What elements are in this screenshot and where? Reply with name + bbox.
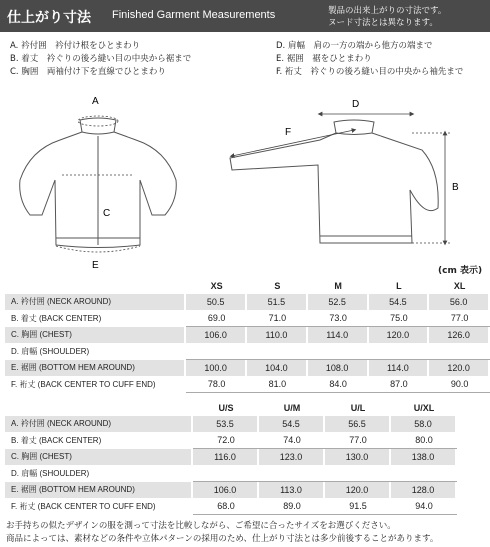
- cell: 128.0: [391, 482, 457, 498]
- unit-label: (cm 表示): [438, 266, 483, 276]
- cell: 77.0: [429, 310, 490, 327]
- page-title: 仕上がり寸法: [7, 10, 91, 26]
- size-header: L: [396, 281, 402, 291]
- row-label: B. 着丈 (BACK CENTER): [11, 435, 102, 445]
- cell: 106.0: [186, 327, 247, 343]
- cell: 120.0: [429, 360, 490, 376]
- table-row: [5, 360, 490, 376]
- cell: 72.0: [193, 432, 259, 449]
- row-label: A. 衿付囲 (NECK AROUND): [5, 294, 186, 310]
- size-header: U/M: [283, 403, 301, 413]
- cell: 108.0: [308, 360, 369, 376]
- cell: [193, 465, 259, 482]
- cell: 69.0: [186, 310, 247, 327]
- cell: 81.0: [247, 376, 308, 393]
- diagram-label-e: E: [92, 260, 99, 268]
- cell: 138.0: [391, 449, 457, 465]
- cell: [391, 465, 457, 482]
- cell: 104.0: [247, 360, 308, 376]
- legend-right: [276, 40, 463, 79]
- jacket-back-illustration: [230, 120, 438, 243]
- size-header: S: [274, 281, 281, 291]
- table-row: [5, 416, 457, 432]
- row-label: E. 裾囲 (BOTTOM HEM AROUND): [5, 482, 193, 498]
- cell: 116.0: [193, 449, 259, 465]
- cell: 74.0: [259, 432, 325, 449]
- cell: [259, 465, 325, 482]
- legend-item-b: B. 着丈 衿ぐりの後ろ縫い目の中央から裾まで: [10, 54, 192, 64]
- cell: 106.0: [193, 482, 259, 498]
- cell: 71.0: [247, 310, 308, 327]
- cell: 54.5: [259, 416, 325, 432]
- cell: 56.5: [325, 416, 391, 432]
- row-label: B. 着丈 (BACK CENTER): [11, 313, 102, 323]
- legend-item-c: C. 胸囲 両袖付け下を直線でひとまわり: [10, 67, 166, 77]
- cell: 54.5: [369, 294, 430, 310]
- table-row: [5, 465, 457, 482]
- footer-line: 商品によっては、素材などの条件や立体パターンの採用のため、仕上がり寸法とは多少前後することがあります。: [6, 534, 439, 544]
- row-label: C. 胸囲 (CHEST): [5, 327, 186, 343]
- cell: [369, 343, 430, 360]
- size-table-regular: [5, 278, 490, 393]
- cell: 80.0: [391, 432, 457, 449]
- table-row: [5, 310, 490, 327]
- legend-item-d: D. 肩幅 肩の一方の端から他方の端まで: [276, 41, 433, 51]
- cell: 87.0: [369, 376, 430, 393]
- header-note-line: 製品の出来上がりの寸法です。: [328, 6, 447, 16]
- garment-diagram: [0, 88, 490, 268]
- cell: 73.0: [308, 310, 369, 327]
- cell: 78.0: [186, 376, 247, 393]
- table-row: [5, 376, 490, 393]
- diagram-label-c: C: [103, 208, 111, 219]
- footer-notes: [6, 520, 438, 546]
- legend-left: [10, 40, 191, 79]
- diagram-label-d: D: [352, 99, 360, 110]
- cell: [247, 343, 308, 360]
- cell: 84.0: [308, 376, 369, 393]
- footer-line: お手持ちの似たデザインの服を測って寸法を比較しながら、ご希望に合ったサイズをお選びください。: [6, 521, 396, 531]
- cell: 89.0: [259, 498, 325, 515]
- size-header: XL: [453, 281, 466, 291]
- header-note-line: ヌード寸法とは異なります。: [328, 18, 438, 28]
- cell: 113.0: [259, 482, 325, 498]
- cell: 114.0: [308, 327, 369, 343]
- cell: 94.0: [391, 498, 457, 515]
- table-row: [5, 294, 490, 310]
- cell: 53.5: [193, 416, 259, 432]
- cell: 126.0: [429, 327, 490, 343]
- cell: 120.0: [369, 327, 430, 343]
- size-table-unisex: [5, 400, 457, 515]
- diagram-label-a: A: [92, 96, 99, 107]
- cell: 58.0: [391, 416, 457, 432]
- size-header: M: [334, 281, 342, 291]
- row-label: E. 裾囲 (BOTTOM HEM AROUND): [5, 360, 186, 376]
- cell: 120.0: [325, 482, 391, 498]
- jacket-front-illustration: [20, 118, 177, 248]
- cell: 68.0: [193, 498, 259, 515]
- legend-item-a: A. 衿付囲 衿付け根をひとまわり: [10, 41, 141, 51]
- table-row: [5, 449, 457, 465]
- diagram-label-b: B: [452, 182, 459, 193]
- size-header: XS: [210, 281, 223, 291]
- row-label: A. 衿付囲 (NECK AROUND): [5, 416, 193, 432]
- cell: [186, 343, 247, 360]
- table-row: [5, 327, 490, 343]
- cell: 130.0: [325, 449, 391, 465]
- cell: 51.5: [247, 294, 308, 310]
- cell: 110.0: [247, 327, 308, 343]
- table-row: [5, 432, 457, 449]
- row-label: F. 裄丈 (BACK CENTER TO CUFF END): [11, 501, 156, 511]
- table-row: [5, 482, 457, 498]
- cell: 56.0: [429, 294, 490, 310]
- cell: 100.0: [186, 360, 247, 376]
- header-bar: [0, 0, 490, 32]
- cell: [308, 343, 369, 360]
- size-header: U/S: [218, 403, 234, 413]
- row-label: D. 肩幅 (SHOULDER): [11, 346, 90, 356]
- table-row: [5, 498, 457, 515]
- cell: 50.5: [186, 294, 247, 310]
- cell: 75.0: [369, 310, 430, 327]
- cell: 90.0: [429, 376, 490, 393]
- page-subtitle: Finished Garment Measurements: [112, 9, 276, 21]
- legend-item-f: F. 裄丈 衿ぐりの後ろ縫い目の中央から袖先まで: [276, 67, 464, 77]
- legend-item-e: E. 裾囲 裾をひとまわり: [276, 54, 372, 64]
- cell: [325, 465, 391, 482]
- cell: 77.0: [325, 432, 391, 449]
- row-label: C. 胸囲 (CHEST): [5, 449, 193, 465]
- size-header: U/XL: [413, 403, 435, 413]
- table-row: [5, 343, 490, 360]
- cell: 91.5: [325, 498, 391, 515]
- diagram-label-f: F: [285, 127, 292, 138]
- row-label: D. 肩幅 (SHOULDER): [11, 468, 90, 478]
- row-label: F. 裄丈 (BACK CENTER TO CUFF END): [11, 379, 156, 389]
- header-note: [328, 5, 446, 29]
- size-header: U/L: [350, 403, 366, 413]
- cell: 123.0: [259, 449, 325, 465]
- cell: 52.5: [308, 294, 369, 310]
- cell: [429, 343, 490, 360]
- cell: 114.0: [369, 360, 430, 376]
